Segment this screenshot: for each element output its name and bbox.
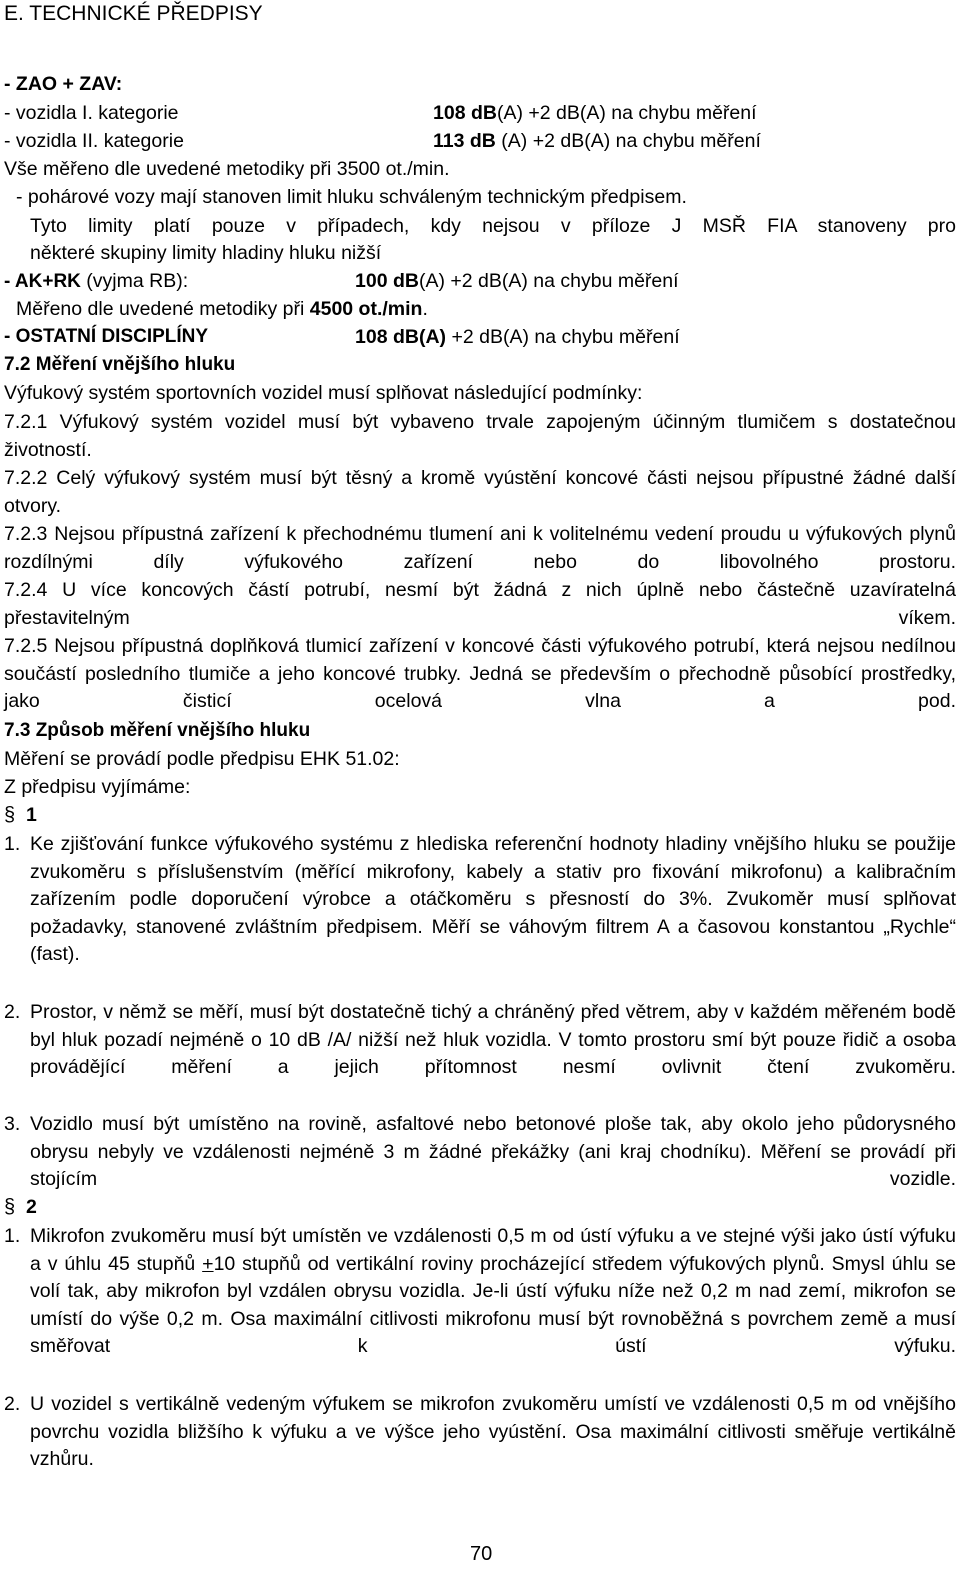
part-2-item-1 (4, 1223, 956, 1389)
paragraph-7-2-5-text: 7.2.5 Nejsou přípustná doplňková tlumicí zařízení v koncové části výfukového potrubí, která nejsou nedílnou součástí posledního tlumiče a jeho koncové trubky. Jedná se především o přechodně působící prostředky, jako čisticí ocelová vlna a pod. (4, 635, 956, 713)
ak-rk-method (16, 297, 428, 321)
ak-rk-method-rpm: 4500 ot./min (309, 298, 423, 320)
cat1-rest: (A) +2 dB(A) na chybu měření (496, 102, 757, 124)
page-heading: E. TECHNICKÉ PŘEDPISY (4, 2, 263, 25)
part-2-item-1-number: 1. (4, 1225, 21, 1247)
cat2-value: 113 dB (433, 130, 496, 152)
section-7-3-title: 7.3 Způsob měření vnějšího hluku (4, 720, 311, 741)
section-7-3-line-2: Z předpisu vyjímáme: (4, 776, 191, 798)
other-disciplines-label: - OSTATNÍ DISCIPLÍNY (4, 326, 209, 347)
part-1-item-2 (4, 999, 956, 1109)
part-2-item-2 (4, 1391, 956, 1501)
document-page (4, 0, 956, 1569)
ak-rk-label (4, 269, 188, 294)
part-2-item-2-text: U vozidel s vertikálně vedeným výfukem se mikrofon zvukoměru umístí ve vzdálenosti 0,5 m od vnějšího povrchu vozidla bližšího k výfuku a ve výšce jeho vyústění. Osa maximální citlivosti směřuje vertikálně vzhůru. (30, 1393, 956, 1471)
part-2-item-1-text-pre: Mikrofon zvukoměru musí být umístěn ve vzdálenosti 0,5 m od ústí výfuku a ve stejné výši jako ústí výfuku a v úhlu 45 stupňů (30, 1225, 956, 1275)
part-2-item-1-text-post: 10 stupňů od vertikální roviny procházející středem výfukových plynů. Smysl úhlu se volí tak, aby mikrofon byl vzdálen obrysu vozidla. Je-li ústí výfuku níže než 0,2 m nad zemí, mikrofon se umístí do výše 0,2 m. Osa maximální citlivosti mikrofonu musí být rovnoběžná s povrchem země a musí směřovat k ústí výfuku. (30, 1252, 956, 1358)
part-1-item-3 (4, 1111, 956, 1221)
ak-rk-label-rest: (vyjma RB): (80, 270, 189, 292)
limits-line-1: Tyto limity platí pouze v případech, kdy nejsou v příloze J MSŘ FIA stanoveny pro (30, 215, 956, 237)
part-2-item-2-number: 2. (4, 1393, 21, 1415)
cat1-value: 108 dB (433, 102, 497, 124)
section-7-2-intro: Výfukový systém sportovních vozidel musí splňovat následující podmínky: (4, 382, 643, 404)
ak-rk-limit (355, 269, 679, 293)
ak-rk-label-bold: - AK+RK (4, 271, 81, 292)
other-rest: +2 dB(A) na chybu měření (446, 326, 680, 348)
cat2-label: - vozidla II. kategorie (4, 130, 184, 152)
part-2-number: 2 (26, 1196, 37, 1218)
section-7-3-line-1: Měření se provádí podle předpisu EHK 51.02: (4, 748, 400, 770)
paragraph-7-2-4-text: 7.2.4 U více koncových částí potrubí, nesmí být žádná z nich úplně nebo částečně uzavíratelná přestavitelným víkem. (4, 579, 956, 629)
ak-rk-method-post: . (422, 298, 428, 320)
part-1-item-2-text: Prostor, v němž se měří, musí být dostatečně tichý a chráněný před větrem, aby v každém měřeném bodě byl hluk pozadí nejméně o 10 dB /A/ nižší než hluk vozidla. V tomto prostoru smí být pouze řidič a osoba provádějící měření a jejich přítomnost nesmí ovlivnit čtení zvukoměru. (30, 1001, 956, 1079)
cat1-label: - vozidla I. kategorie (4, 102, 179, 124)
limits-line-2: některé skupiny limity hladiny hluku nižší (30, 242, 382, 264)
other-value: 108 dB(A) (355, 326, 447, 348)
cat2-limit (433, 129, 761, 153)
ak-rk-method-pre: Měřeno dle uvedené metodiky při (16, 298, 310, 320)
ak-rk-rest: (A) +2 dB(A) na chybu měření (418, 270, 679, 292)
paragraph-7-2-3-text: 7.2.3 Nejsou přípustná zařízení k přechodnému tlumení ani k volitelnému vedení proudu u výfukových plynů rozdílnými díly výfukového zařízení nebo do libovolného prostoru. (4, 523, 956, 573)
part-1-item-3-number: 3. (4, 1113, 21, 1135)
part-1-number: 1 (26, 804, 37, 826)
part-1-item-1 (4, 831, 956, 997)
section-7-2-title: 7.2 Měření vnějšího hluku (4, 354, 236, 375)
cat1-limit (433, 101, 757, 125)
part-1-item-1-number: 1. (4, 833, 21, 855)
part-1-item-2-number: 2. (4, 1001, 21, 1023)
paragraph-7-2-2-text: 7.2.2 Celý výfukový systém musí být těsný a kromě vyústění koncové části nejsou přípustné žádné další otvory. (4, 467, 956, 517)
cat2-rest: (A) +2 dB(A) na chybu měření (495, 130, 761, 152)
part-1-item-1-text: Ke zjišťování funkce výfukového systému z hlediska referenční hodnoty hladiny vnějšího hluku se použije zvukoměru s příslušenstvím (měřící mikrofony, kabely a stativ pro fixování mikrofonu) a kalibračním zařízením podle doporučení výrobce a otáčkoměru s přesností do 3%. Zvukoměr musí splňovat požadavky, stanovené zvláštním předpisem. Měří se váhovým filtrem A a časovou konstantou „Rychle“ (fast). (30, 833, 956, 966)
paragraph-7-2-1-text: 7.2.1 Výfukový systém vozidel musí být vybaveno trvale zapojeným účinným tlumičem s dostatečnou životností. (4, 411, 956, 461)
page-number: 70 (470, 1543, 493, 1565)
cups-note: - pohárové vozy mají stanoven limit hluku schváleným technickým předpisem. (16, 186, 687, 208)
zao-zav-title: - ZAO + ZAV: (4, 73, 123, 95)
section-sign-icon: § (4, 804, 16, 826)
part-1-item-3-text: Vozidlo musí být umístěno na rovině, asfaltové nebo betonové ploše tak, aby okolo jeho půdorysného obrysu nebyly ve vzdálenosti nejméně 3 m žádné překážky (ani kraj chodníku). Měření se provádí při stojícím vozidle. (30, 1113, 956, 1191)
method-note: Vše měřeno dle uvedené metodiky při 3500 ot./min. (4, 158, 450, 180)
other-limit (355, 325, 680, 349)
part-2-item-1-plusminus: + (202, 1252, 214, 1275)
section-sign-icon: § (4, 1196, 16, 1218)
ak-rk-value: 100 dB (355, 270, 419, 292)
